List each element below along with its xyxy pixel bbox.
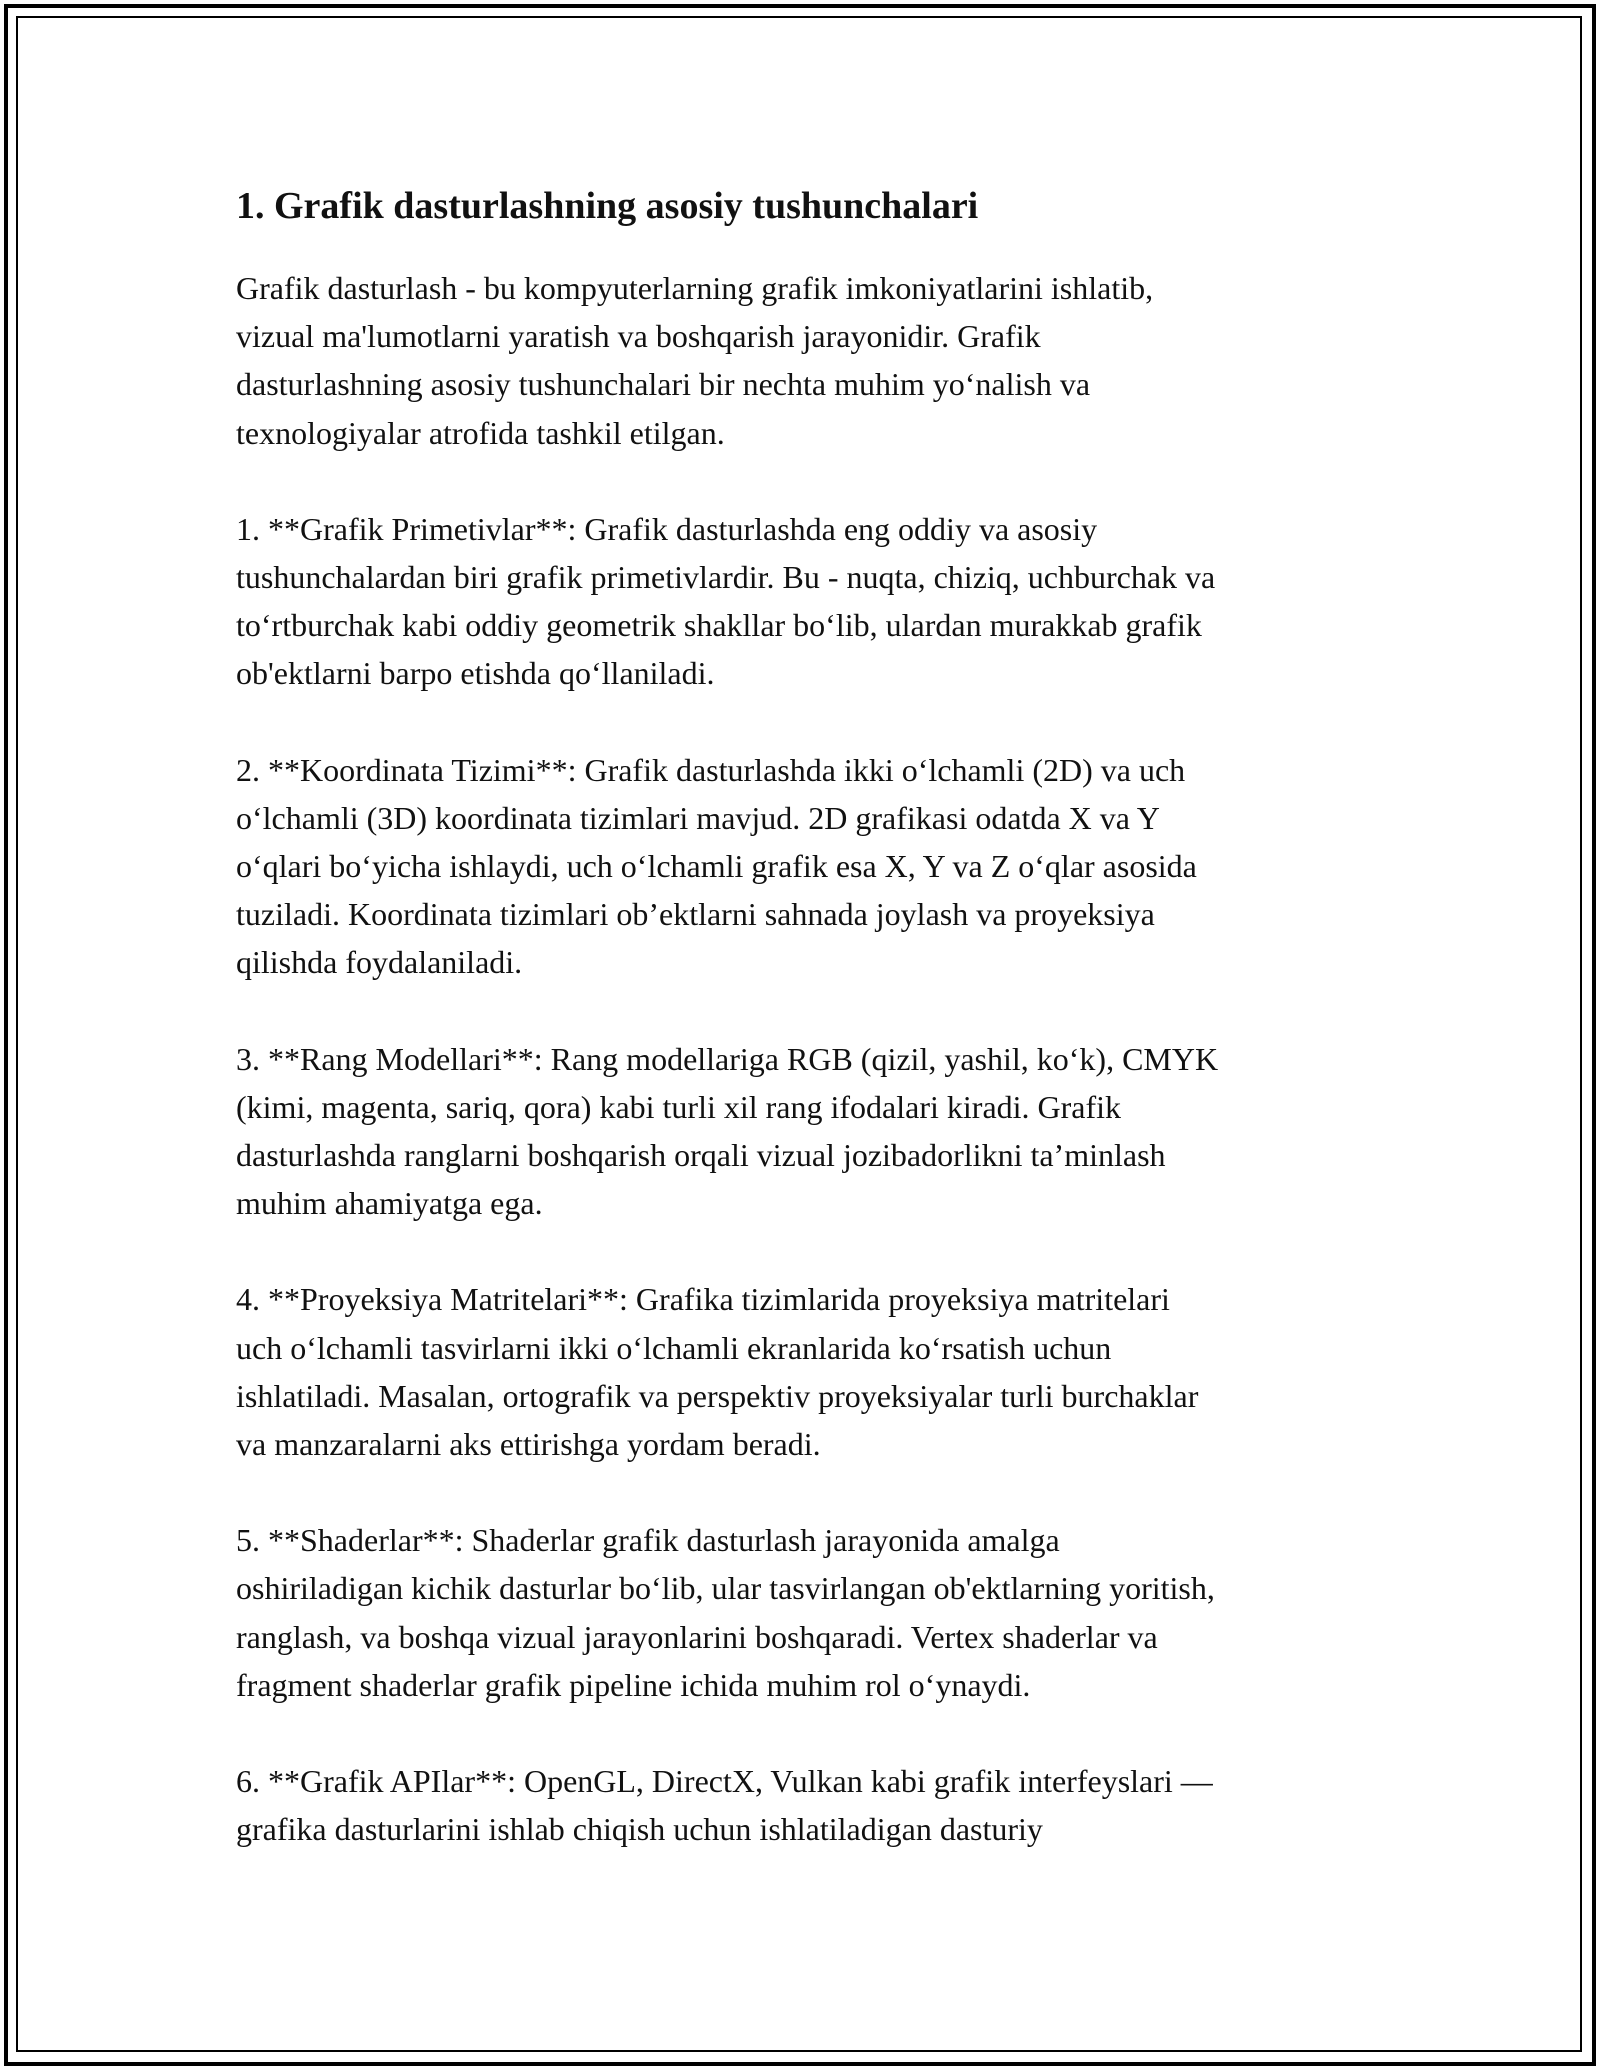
section-heading: 1. Grafik dasturlashning asosiy tushunchalari (236, 185, 979, 227)
document-body (236, 182, 1376, 1901)
intro-paragraph: Grafik dasturlash - bu kompyuterlarning grafik imkoniyatlarini ishlatib, vizual ma'lumotlarni yaratish va boshqarish jarayonidir. Grafik dasturlashning asosiy tushunchalari bir nechta muhim yo‘nalish va texnologiyalar atrofida tashkil etilgan. (236, 270, 1154, 451)
paragraph-grafik-primetivlar: 1. **Grafik Primetivlar**: Grafik dasturlashda eng oddiy va asosiy tushunchalardan biri grafik primetivlardir. Bu - nuqta, chiziq, uchburchak va to‘rtburchak kabi oddiy geometrik shakllar bo‘lib, ulardan murakkab grafik ob'ektlarni barpo etishda qo‘llaniladi. (236, 510, 1216, 692)
paragraph-koordinata-tizimi: 2. **Koordinata Tizimi**: Grafik dasturlashda ikki o‘lchamli (2D) va uch o‘lchamli (3D) koordinata tizimlari mavjud. 2D grafikasi odatda X va Y o‘qlari bo‘yicha ishlaydi, uch o‘lchamli grafik esa X, Y va Z o‘qlar asosida tuziladi. Koordinata tizimlari ob’ektlarni sahnada joylash va proyeksiya qilishda foydalaniladi. (236, 751, 1197, 981)
paragraph-shaderlar: 5. **Shaderlar**: Shaderlar grafik dasturlash jarayonida amalga oshiriladigan kichik dasturlar bo‘lib, ular tasvirlangan ob'ektlarning yoritish, ranglash, va boshqa vizual jarayonlarini boshqaradi. Vertex shaderlar va fragment shaderlar grafik pipeline ichida muhim rol o‘ynaydi. (236, 1522, 1215, 1703)
paragraph-grafik-apilar: 6. **Grafik APIlar**: OpenGL, DirectX, Vulkan kabi grafik interfeyslari — grafika dasturlarini ishlab chiqish uchun ishlatiladigan dasturiy (236, 1763, 1213, 1848)
paragraph-rang-modellari: 3. **Rang Modellari**: Rang modellariga RGB (qizil, yashil, ko‘k), CMYK (kimi, magenta, sariq, qora) kabi turli xil rang ifodalari kiradi. Grafik dasturlashda ranglarni boshqarish orqali vizual jozibadorlikni ta’minlash muhim ahamiyatga ega. (236, 1040, 1219, 1222)
paragraph-proyeksiya-matritelari: 4. **Proyeksiya Matritelari**: Grafika tizimlarida proyeksiya matritelari uch o‘lchamli tasvirlarni ikki o‘lchamli ekranlarida ko‘rsatish uchun ishlatiladi. Masalan, ortografik va perspektiv proyeksiyalar turli burchaklar va manzaralarni aks ettirishga yordam beradi. (236, 1281, 1199, 1463)
